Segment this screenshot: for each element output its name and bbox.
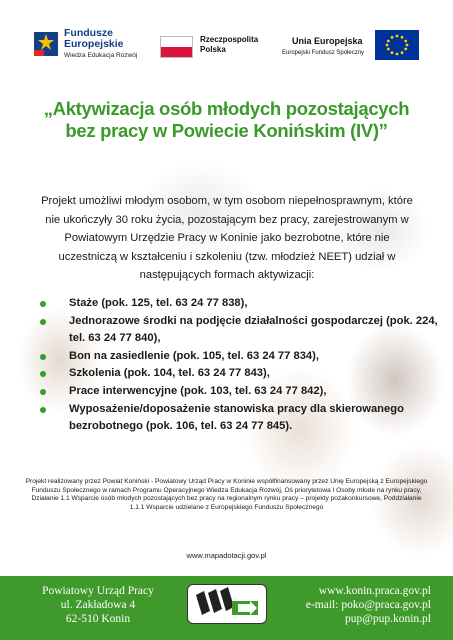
logo-bar bbox=[0, 22, 453, 72]
pup-logo bbox=[187, 584, 267, 624]
list-item: Prace interwencyjne (pok. 103, tel. 63 24 77 842), bbox=[40, 383, 440, 401]
bullet-icon bbox=[40, 407, 46, 413]
web-link[interactable]: www.konin.praca.gov.pl bbox=[318, 585, 431, 597]
fe-name: Fundusze Europejskie bbox=[64, 27, 124, 50]
rzeczpospolita-polska-logo bbox=[160, 30, 270, 70]
office-name: Powiatowy Urząd Pracy bbox=[42, 585, 154, 597]
footer bbox=[0, 576, 453, 640]
activation-forms-list bbox=[40, 295, 440, 436]
office-city: 62-510 Konin bbox=[65, 613, 131, 625]
fe-program: Wiedza Edukacja Rozwój bbox=[64, 52, 138, 59]
website-link[interactable]: www.mapadotacji.gov.pl bbox=[186, 551, 267, 560]
eu-name: Unia Europejska bbox=[292, 36, 363, 46]
fundusze-europejskie-logo bbox=[32, 28, 152, 68]
bullet-icon bbox=[40, 301, 46, 307]
eu-flag-icon bbox=[375, 30, 419, 60]
bullet-icon bbox=[40, 389, 46, 395]
office-contact bbox=[306, 584, 431, 626]
bullet-icon bbox=[40, 371, 46, 377]
bullet-icon bbox=[40, 354, 46, 360]
funding-note: Projekt realizowany przez Powiat Koniński - Powiatowy Urząd Pracy w Koninie współfinansowany przez Unię Europejską z Europejskiego Funduszu Społecznego w ramach Programu Operacyjnego Wiedza Edukacja Rozwój, Oś priorytetowa I Osoby młode na rynku pracy, Działanie 1.1 Wsparcie osób młodych pozostających bez pracy na regionalnym rynku pracy – projekty pozakonkursowe, Poddziałanie 1.1.1 Wsparcie udzielane z Europejskiego Funduszu Społecznego bbox=[25, 478, 428, 511]
list-item: Wyposażenie/doposażenie stanowiska pracy dla skierowanego bezrobotnego (pok. 106, tel. 63 24 77 845). bbox=[40, 401, 440, 436]
pup-arrow-icon bbox=[188, 585, 266, 623]
email-secondary[interactable]: pup@pup.konin.pl bbox=[345, 613, 431, 625]
list-item: Bon na zasiedlenie (pok. 105, tel. 63 24 77 834), bbox=[40, 348, 440, 366]
unia-europejska-logo bbox=[282, 30, 427, 70]
fe-emblem-icon bbox=[32, 30, 60, 58]
project-title: „Aktywizacja osób młodych pozostających bez pracy w Powiecie Konińskim (IV)” bbox=[43, 98, 410, 141]
office-street: ul. Zakładowa 4 bbox=[60, 599, 136, 611]
list-item: Szkolenia (pok. 104, tel. 63 24 77 843), bbox=[40, 365, 440, 383]
bullet-icon bbox=[40, 319, 46, 325]
list-item: Jednorazowe środki na podjęcie działalności gospodarczej (pok. 224, tel. 63 24 77 840), bbox=[40, 313, 440, 348]
project-description: Projekt umożliwi młodym osobom, w tym osobom niepełnosprawnym, które nie ukończyły 30 roku życia, pozostającym bez pracy, zarejestrowanym w Powiatowym Urzędzie Pracy w Koninie jako bezrobotne, które nie uczestniczą w kształceniu i szkoleniu (tzw. młodzież NEET) udział w następujących formach aktywizacji: bbox=[41, 195, 413, 282]
rp-name: Rzeczpospolita Polska bbox=[200, 35, 259, 54]
list-item: Staże (pok. 125, tel. 63 24 77 838), bbox=[40, 295, 440, 313]
polish-flag-icon bbox=[160, 36, 193, 58]
office-address bbox=[38, 584, 158, 626]
email-line[interactable]: e-mail: poko@praca.gov.pl bbox=[305, 599, 431, 611]
eu-fund: Europejski Fundusz Społeczny bbox=[282, 50, 365, 56]
